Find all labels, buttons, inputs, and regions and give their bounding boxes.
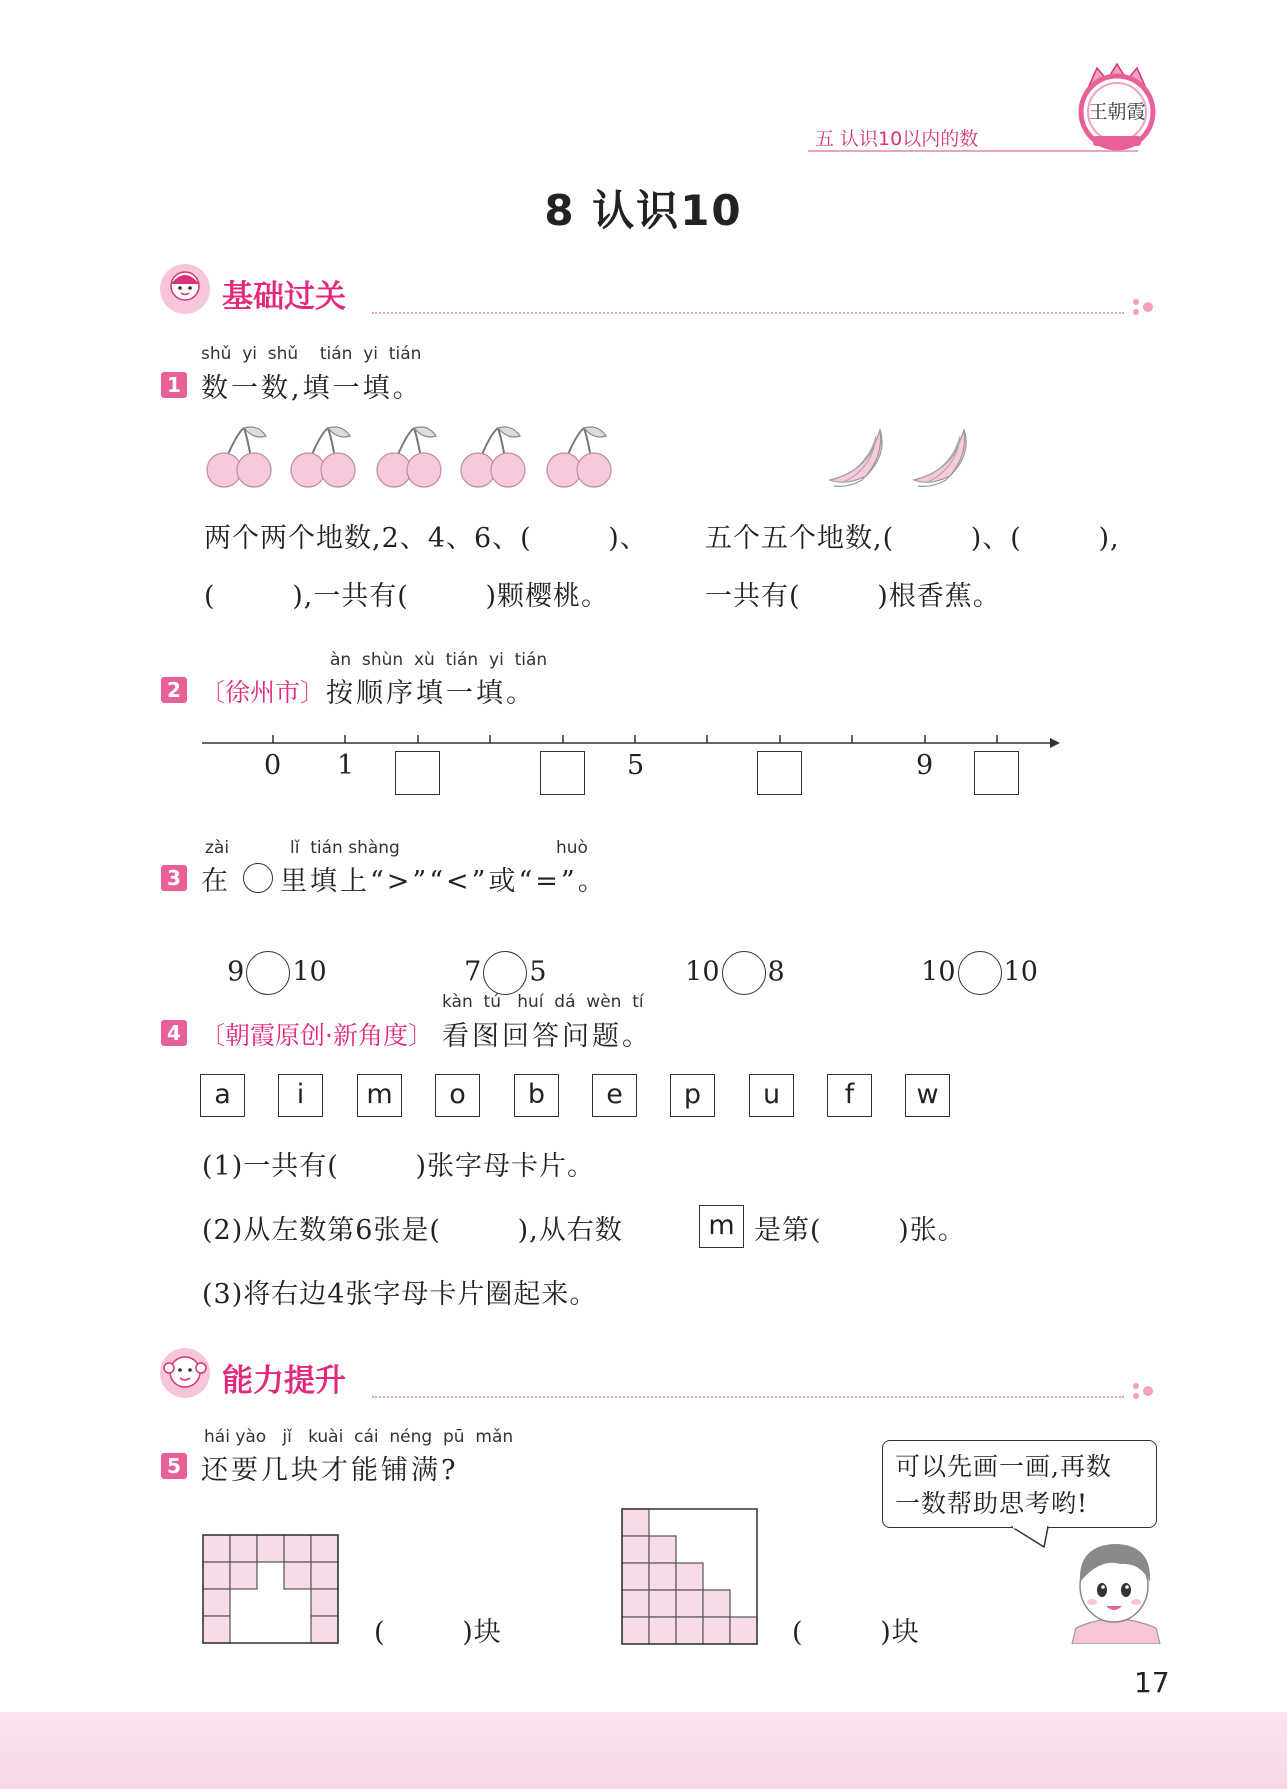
monkey-mascot-icon xyxy=(158,1346,212,1400)
letter-card[interactable]: i xyxy=(278,1074,323,1117)
section-divider xyxy=(372,312,1124,314)
compare-circle[interactable] xyxy=(958,951,1002,995)
cherry-pair-icon xyxy=(377,427,441,487)
hint-speech-bubble xyxy=(882,1440,1157,1528)
q4-sub2-start: (2)从左数第6张是( ),从右数 xyxy=(202,1215,623,1246)
dots-ornament-icon xyxy=(1128,296,1158,318)
letter-card[interactable]: b xyxy=(514,1074,559,1117)
cherry-pair-icon xyxy=(547,427,611,487)
letter-card[interactable]: p xyxy=(670,1074,715,1117)
number-line-label: 5 xyxy=(627,750,645,781)
q2-number: 2 xyxy=(161,677,187,703)
q3-pinyin-zai: zài xyxy=(205,838,230,858)
q3-number: 3 xyxy=(161,865,187,891)
q5-instruction: 还要几块才能铺满? xyxy=(201,1455,459,1486)
inline-letter-card: m xyxy=(699,1205,744,1248)
q1-banana-line1: 五个五个地数,( )、( ), xyxy=(705,523,1120,554)
boy-character-icon xyxy=(1060,1532,1168,1644)
bubble-tail xyxy=(1010,1526,1050,1548)
compare-right-value: 8 xyxy=(767,956,785,988)
banana-bunch-icon xyxy=(914,430,966,486)
q4-number: 4 xyxy=(161,1020,187,1046)
q1-cherry-line1: 两个两个地数,2、4、6、( )、 xyxy=(204,523,648,554)
hint-line-1: 可以先画一画,再数 xyxy=(895,1452,1112,1481)
compare-left-value: 10 xyxy=(921,956,956,988)
section-title-advanced: 能力提升 xyxy=(222,1363,346,1399)
compare-right-value: 5 xyxy=(529,956,547,988)
publisher-logo xyxy=(1075,62,1160,154)
cherries-illustration xyxy=(200,420,620,490)
q3-instruction-start: 在 xyxy=(201,866,231,897)
number-line-answer-box[interactable] xyxy=(757,751,802,795)
section-divider xyxy=(372,1396,1124,1398)
number-line-label: 0 xyxy=(264,750,282,781)
number-line-answer-box[interactable] xyxy=(540,751,585,795)
letter-card[interactable]: u xyxy=(749,1074,794,1117)
compare-right-value: 10 xyxy=(1003,956,1038,988)
compare-item-4 xyxy=(904,920,1038,995)
compare-item-1 xyxy=(210,920,327,995)
q5-pinyin: hái yào jǐ kuài cái néng pū mǎn xyxy=(204,1427,514,1447)
empty-circle-icon xyxy=(243,863,273,893)
footer-band xyxy=(0,1712,1287,1789)
q1-cherry-line2: ( ),一共有( )颗樱桃。 xyxy=(204,581,610,612)
q4-sub2-end: 是第( )张。 xyxy=(754,1215,966,1246)
compare-item-3 xyxy=(668,920,785,995)
letter-card[interactable]: w xyxy=(905,1074,950,1117)
q2-pinyin: àn shùn xù tián yi tián xyxy=(330,650,548,670)
compare-left-value: 9 xyxy=(227,956,245,988)
letter-card[interactable]: o xyxy=(435,1074,480,1117)
compare-left-value: 10 xyxy=(685,956,720,988)
letter-card[interactable]: e xyxy=(592,1074,637,1117)
q1-pinyin: shǔ yi shǔ tián yi tián xyxy=(201,344,422,364)
compare-circle[interactable] xyxy=(246,951,290,995)
compare-circle[interactable] xyxy=(483,951,527,995)
cherry-pair-icon xyxy=(461,427,525,487)
q2-source-tag: 〔徐州市〕 xyxy=(200,678,326,707)
page-number: 17 xyxy=(1134,1666,1170,1699)
letter-card[interactable]: f xyxy=(827,1074,872,1117)
number-line-answer-box[interactable] xyxy=(974,751,1019,795)
chapter-heading: 五 认识10以内的数 xyxy=(815,128,979,150)
letter-card[interactable]: a xyxy=(200,1074,245,1117)
tile-grid-2 xyxy=(621,1508,759,1645)
number-line-label: 9 xyxy=(916,750,934,781)
q1-banana-line2: 一共有( )根香蕉。 xyxy=(705,581,1001,612)
dots-ornament-icon xyxy=(1128,1380,1158,1402)
q1-number: 1 xyxy=(161,372,187,398)
page-title: 8 认识10 xyxy=(544,186,743,235)
compare-circle[interactable] xyxy=(722,951,766,995)
tile-grid-1 xyxy=(202,1534,340,1644)
letter-card[interactable]: m xyxy=(357,1074,402,1117)
q5-number: 5 xyxy=(161,1453,187,1479)
compare-left-value: 7 xyxy=(464,956,482,988)
hint-line-2: 一数帮助思考哟! xyxy=(895,1489,1089,1518)
compare-item-2 xyxy=(447,920,547,995)
q3-instruction-end: 里填上“>”“<”或“=”。 xyxy=(280,866,608,897)
q4-sub1: (1)一共有( )张字母卡片。 xyxy=(202,1151,595,1182)
cherry-pair-icon xyxy=(207,427,271,487)
q3-pinyin-huo: huò xyxy=(556,838,588,858)
student-girl-icon xyxy=(158,262,212,316)
bananas-illustration xyxy=(826,424,992,494)
section-title-basic: 基础过关 xyxy=(222,279,346,315)
cherry-pair-icon xyxy=(291,427,355,487)
number-line-answer-box[interactable] xyxy=(395,751,440,795)
q5-answer-2: ( )块 xyxy=(792,1617,920,1648)
q3-pinyin-middle: lǐ tián shàng xyxy=(290,838,400,858)
q4-sub3: (3)将右边4张字母卡片圈起来。 xyxy=(202,1279,598,1310)
q4-pinyin: kàn tú huí dá wèn tí xyxy=(442,992,644,1012)
number-line-label: 1 xyxy=(337,750,355,781)
banana-bunch-icon xyxy=(830,430,882,486)
q2-instruction: 按顺序填一填。 xyxy=(326,678,536,709)
q4-source-tag: 〔朝霞原创·新角度〕 xyxy=(200,1021,433,1050)
compare-right-value: 10 xyxy=(292,956,327,988)
svg-text:王朝霞: 王朝霞 xyxy=(1088,101,1146,123)
q1-instruction: 数一数,填一填。 xyxy=(201,373,423,404)
q5-answer-1: ( )块 xyxy=(374,1617,502,1648)
q4-instruction: 看图回答问题。 xyxy=(442,1021,652,1052)
